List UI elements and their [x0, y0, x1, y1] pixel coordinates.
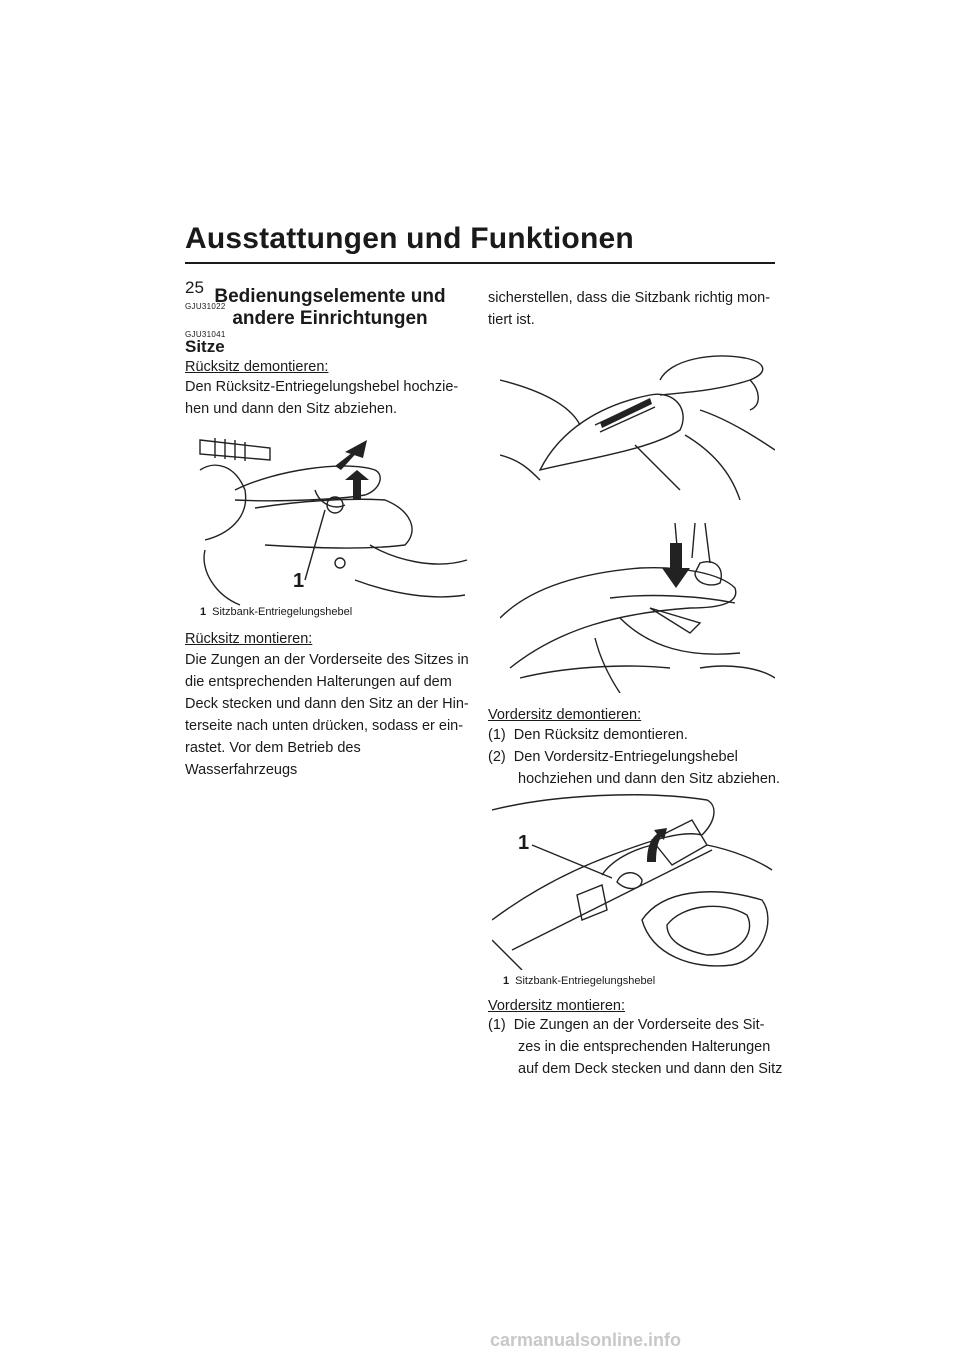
figure-caption	[200, 606, 352, 618]
section-title-line1: Bedienungselemente und	[214, 286, 446, 307]
header-rule	[185, 262, 775, 264]
remove-rear-seat-text	[185, 376, 470, 420]
text-line: die entsprechenden Halterungen auf dem	[185, 674, 452, 690]
list-text-continued	[518, 1036, 782, 1080]
section-title-line2: andere Einrichtungen	[232, 308, 428, 329]
doc-code: GJU31041	[185, 330, 226, 339]
rear-seat-press-illustration	[500, 518, 775, 693]
text-line: hen und dann den Sitz abziehen.	[185, 401, 398, 417]
figure-callout: 1	[293, 570, 305, 592]
figure-callout: 1	[518, 832, 530, 854]
list-item	[488, 746, 813, 768]
rear-seat-removal-illustration	[195, 430, 470, 610]
caption-text: Sitzbank-Entriegelungshebel	[212, 606, 353, 618]
caption-text: Sitzbank-Entriegelungshebel	[515, 975, 656, 987]
page-header-title: Ausstattungen und Funktionen	[185, 222, 634, 255]
text-line: Die Zungen an der Vorderseite des Sitzes in	[185, 652, 469, 668]
list-number: (2)	[488, 749, 506, 765]
list-item	[488, 724, 813, 746]
text-line: zes in die entsprechenden Halterungen	[518, 1039, 771, 1055]
rear-seat-tongues-illustration	[500, 350, 775, 500]
remove-front-seat-heading: Vordersitz demontieren:	[488, 707, 642, 723]
install-front-seat-heading: Vordersitz montieren:	[488, 998, 626, 1014]
list-text-continued: hochziehen und dann den Sitz abziehen.	[518, 771, 781, 787]
remove-rear-seat-heading: Rücksitz demontieren:	[185, 359, 329, 375]
install-rear-seat-text	[185, 649, 470, 781]
watermark[interactable]: carmanualsonline.info	[490, 1330, 682, 1350]
list-item	[488, 1014, 813, 1036]
figure-caption	[503, 975, 655, 987]
list-text: Die Zungen an der Vorderseite des Sit-	[513, 1017, 765, 1033]
list-text: Den Rücksitz demontieren.	[513, 727, 688, 743]
continued-text	[488, 287, 778, 331]
list-number: (1)	[488, 1017, 506, 1033]
caption-number: 1	[200, 606, 207, 618]
text-line: tiert ist.	[488, 312, 535, 328]
front-seat-removal-illustration	[492, 790, 777, 970]
install-rear-seat-heading: Rücksitz montieren:	[185, 631, 313, 647]
text-line: auf dem Deck stecken und dann den Sitz	[518, 1061, 783, 1077]
page-number: 25	[185, 278, 204, 297]
section-title	[190, 286, 470, 330]
caption-number: 1	[503, 975, 510, 987]
text-line: terseite nach unten drücken, sodass er ein-	[185, 718, 464, 734]
text-line: Den Rücksitz-Entriegelungshebel hochzie-	[185, 379, 459, 395]
text-line: rastet. Vor dem Betrieb des Wasserfahrzeugs	[185, 740, 361, 778]
text-line: sicherstellen, dass die Sitzbank richtig mon-	[488, 290, 771, 306]
text-line: Deck stecken und dann den Sitz an der Hin-	[185, 696, 469, 712]
subsection-title: Sitze	[185, 337, 225, 356]
doc-code: GJU31022	[185, 302, 226, 311]
list-number: (1)	[488, 727, 506, 743]
list-text: Den Vordersitz-Entriegelungshebel	[513, 749, 738, 765]
